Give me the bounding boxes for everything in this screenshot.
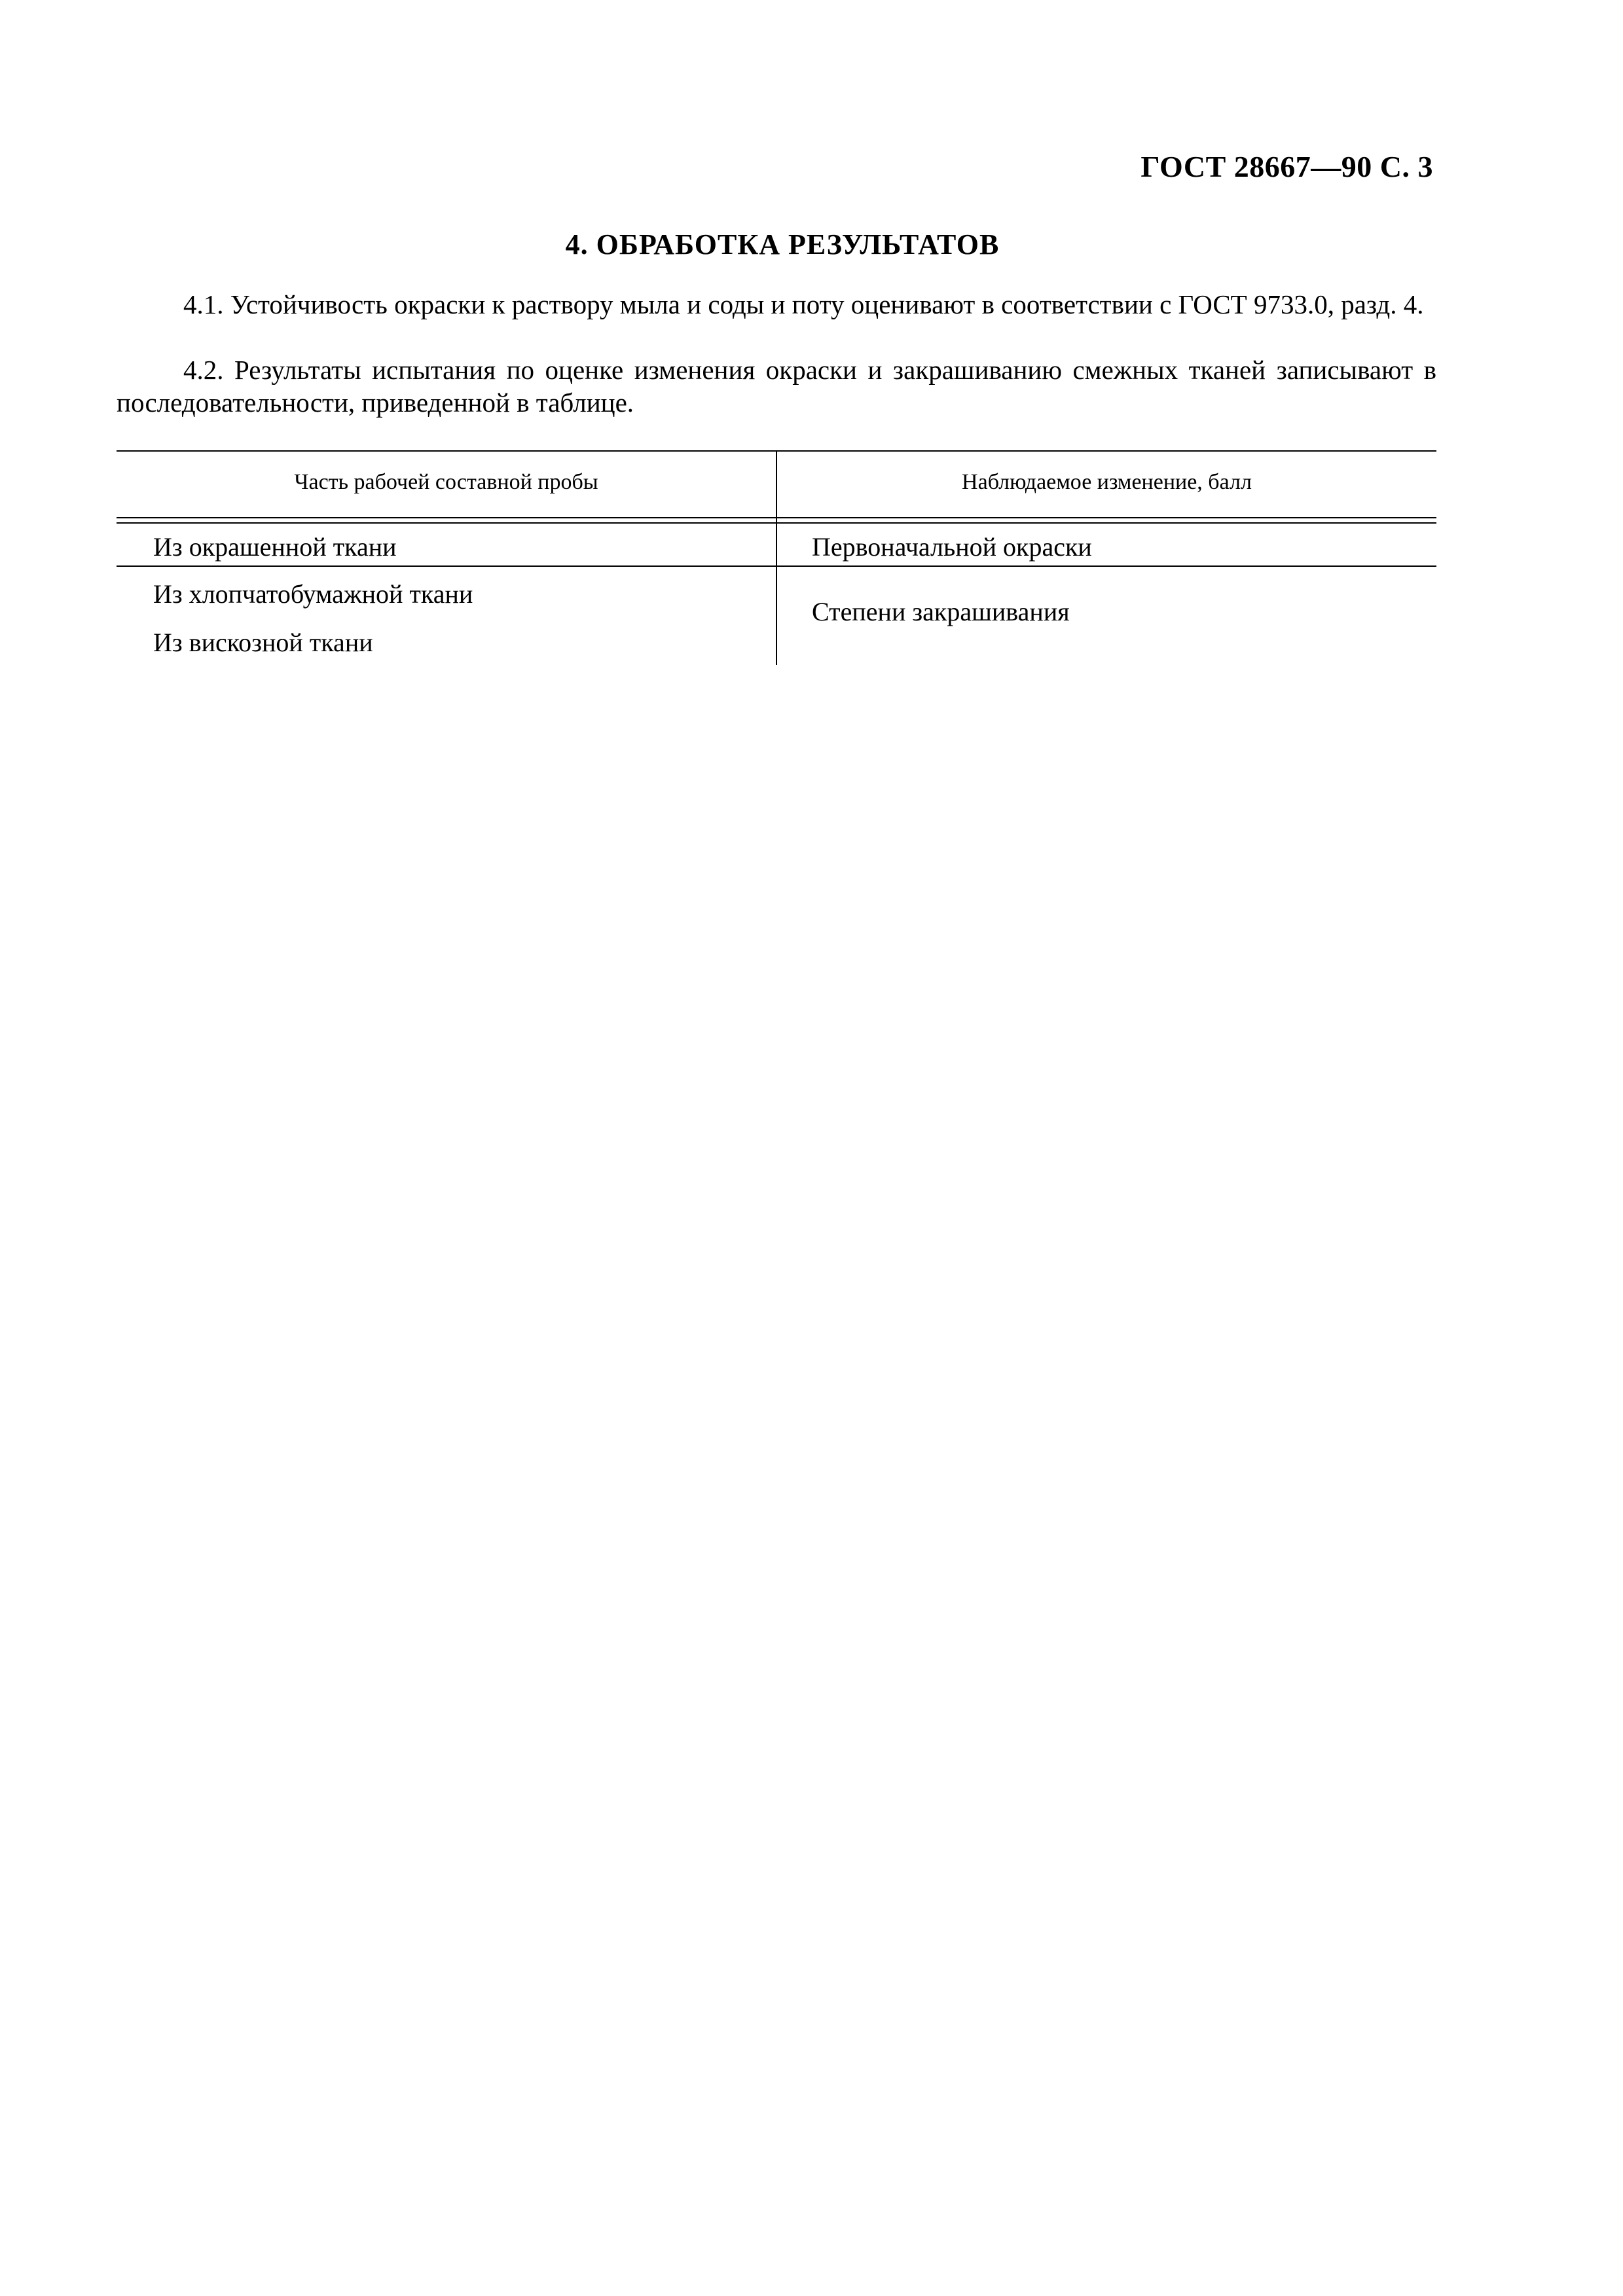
table-cell-initial-color: Первоначальной окраски bbox=[812, 532, 1092, 562]
paragraph-4-1 bbox=[117, 288, 1436, 321]
paragraph-text: 4.2. Результаты испытания по оценке изменения окраски и закрашиванию смежных тканей записывают в последовательности, приведенной в таблице. bbox=[117, 355, 1436, 418]
paragraph-4-2 bbox=[117, 353, 1436, 419]
table-cell-staining-degree: Степени закрашивания bbox=[812, 597, 1070, 626]
section-title: 4. ОБРАБОТКА РЕЗУЛЬТАТОВ bbox=[565, 228, 1000, 260]
table-header-observed-change: Наблюдаемое изменение, балл bbox=[962, 470, 1252, 494]
page-header-doc-ref: ГОСТ 28667—90 С. 3 bbox=[1140, 150, 1433, 183]
table-cell-dyed-fabric: Из окрашенной ткани bbox=[153, 532, 397, 562]
table-cell-viscose-fabric: Из вискозной ткани bbox=[153, 628, 373, 657]
paragraph-text: 4.1. Устойчивость окраски к раствору мыла и соды и поту оценивают в соответствии с ГОСТ 9733.0, разд. 4. bbox=[183, 289, 1424, 319]
table-header-sample-part: Часть рабочей составной пробы bbox=[294, 470, 598, 494]
table-cell-cotton-fabric: Из хлопчатобумажной ткани bbox=[153, 579, 473, 609]
results-table bbox=[117, 450, 1436, 665]
